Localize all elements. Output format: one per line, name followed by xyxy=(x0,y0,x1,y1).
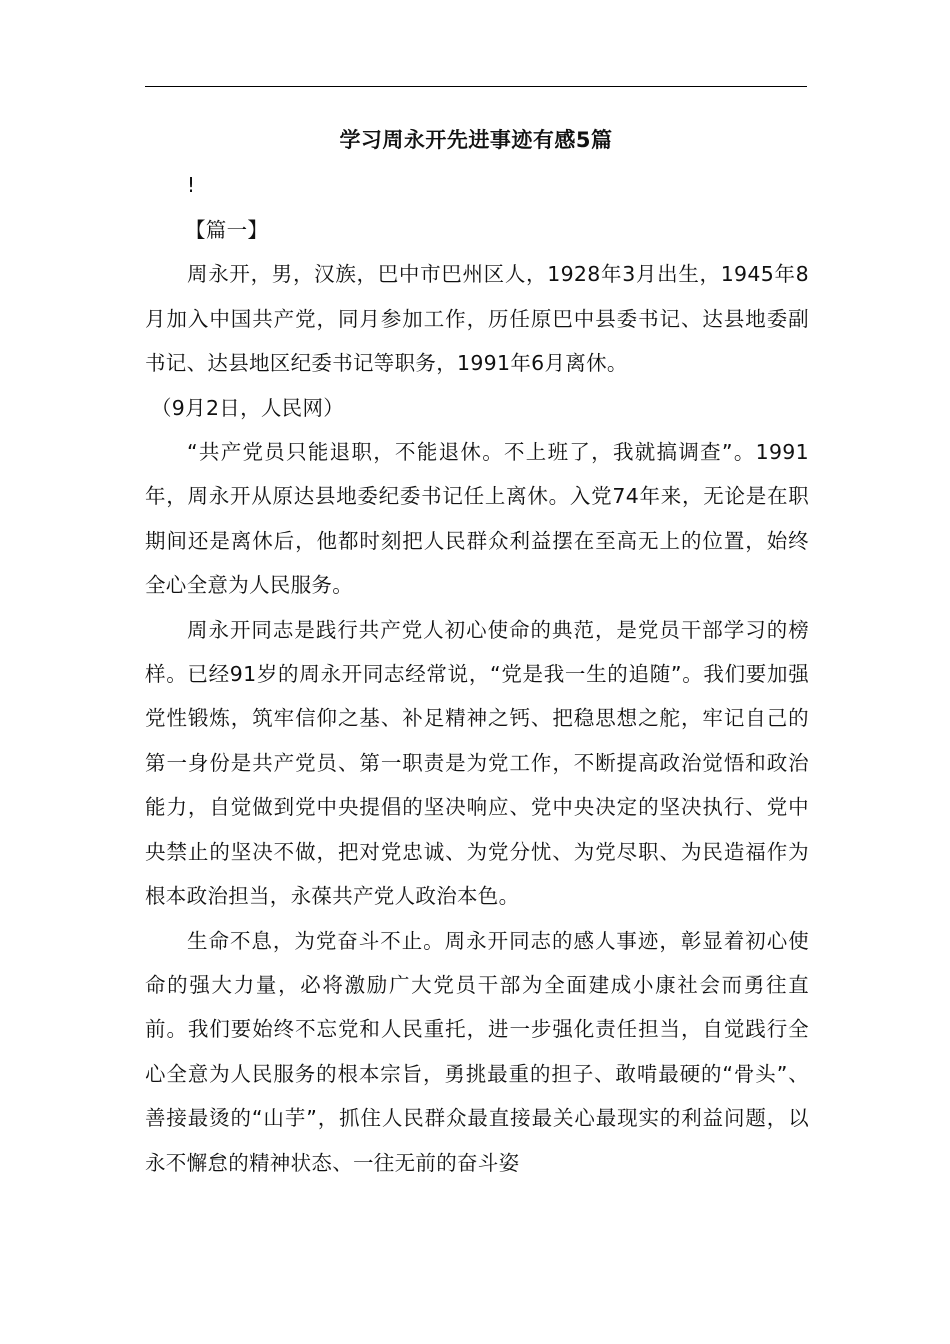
source-note: （9月2日，人民网） xyxy=(151,395,345,420)
paragraph-struggle: 生命不息，为党奋斗不止。周永开同志的感人事迹，彰显着初心使命的强大力量，必将激励广大党员干部为全面建成小康社会而勇往直前。我们要始终不忘党和人民重托，进一步强化责任担当，自觉践行全心全意为人民服务的根本宗旨，勇挑最重的担子、敢啃最硬的“骨头”、善接最烫的“山芋”，抓住人民群众最直接最关心最现实的利益问题，以永不懈怠的精神状态、一往无前的奋斗姿 xyxy=(145,928,809,1175)
paragraph-model: 周永开同志是践行共产党人初心使命的典范，是党员干部学习的榜样。已经91岁的周永开同志经常说，“党是我一生的追随”。我们要加强党性锻炼，筑牢信仰之基、补足精神之钙、把稳思想之舵，牢记自己的第一身份是共产党员、第一职责是为党工作，不断提高政治觉悟和政治能力，自觉做到党中央提倡的坚决响应、党中央决定的坚决执行、党中央禁止的坚决不做，把对党忠诚、为党分忧、为党尽职、为民造福作为根本政治担当，永葆共产党人政治本色。 xyxy=(145,617,809,909)
section-heading: 【篇一】 xyxy=(185,218,269,242)
paragraph-bio: 周永开，男，汉族，巴中市巴州区人，1928年3月出生，1945年8月加入中国共产党，同月参加工作，历任原巴中县委书记、达县地委副书记、达县地区纪委书记等职务，1991年6月离休。 xyxy=(145,262,809,376)
stray-mark: ! xyxy=(187,173,196,197)
paragraph-quote: “共产党员只能退职，不能退休。不上班了，我就搞调查”。1991年，周永开从原达县地委纪委书记任上离休。入党74年来，无论是在职期间还是离休后，他都时刻把人民群众利益摆在至高无上的位置，始终全心全意为人民服务。 xyxy=(145,440,809,598)
document-body xyxy=(145,208,809,1185)
header-rule xyxy=(145,86,807,87)
document-title: 学习周永开先进事迹有感5篇 xyxy=(339,128,613,152)
